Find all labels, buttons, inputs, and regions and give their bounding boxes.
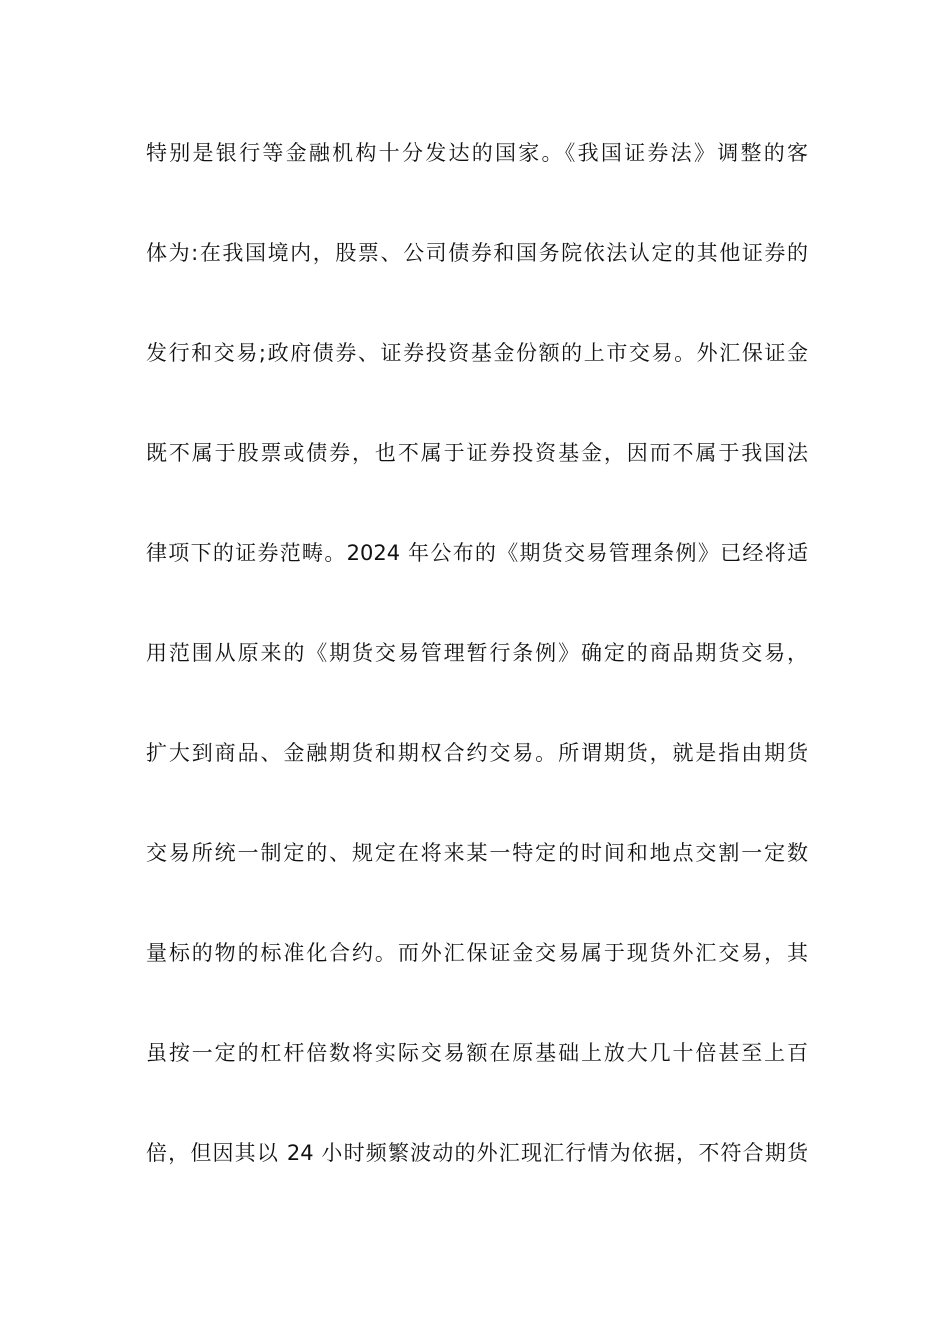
text-line: 律项下的证券范畴。2024 年公布的《期货交易管理条例》已经将适: [146, 541, 808, 565]
text-line: 虽按一定的杠杆倍数将实际交易额在原基础上放大几十倍甚至上百: [146, 1041, 808, 1065]
text-line: 发行和交易;政府债券、证券投资基金份额的上市交易。外汇保证金: [146, 341, 808, 365]
text-line: 扩大到商品、金融期货和期权合约交易。所谓期货，就是指由期货: [146, 741, 808, 765]
text-line: 体为:在我国境内，股票、公司债券和国务院依法认定的其他证券的: [146, 241, 808, 265]
text-line: 交易所统一制定的、规定在将来某一特定的时间和地点交割一定数: [146, 841, 808, 865]
text-line: 量标的物的标准化合约。而外汇保证金交易属于现货外汇交易，其: [146, 941, 808, 965]
body-text: [146, 131, 808, 1231]
text-line: 用范围从原来的《期货交易管理暂行条例》确定的商品期货交易，: [146, 641, 808, 665]
text-line: 特别是银行等金融机构十分发达的国家。《我国证券法》调整的客: [146, 141, 808, 165]
text-line: 倍，但因其以 24 小时频繁波动的外汇现汇行情为依据，不符合期货: [146, 1141, 808, 1165]
text-line: 既不属于股票或债券，也不属于证券投资基金，因而不属于我国法: [146, 441, 808, 465]
